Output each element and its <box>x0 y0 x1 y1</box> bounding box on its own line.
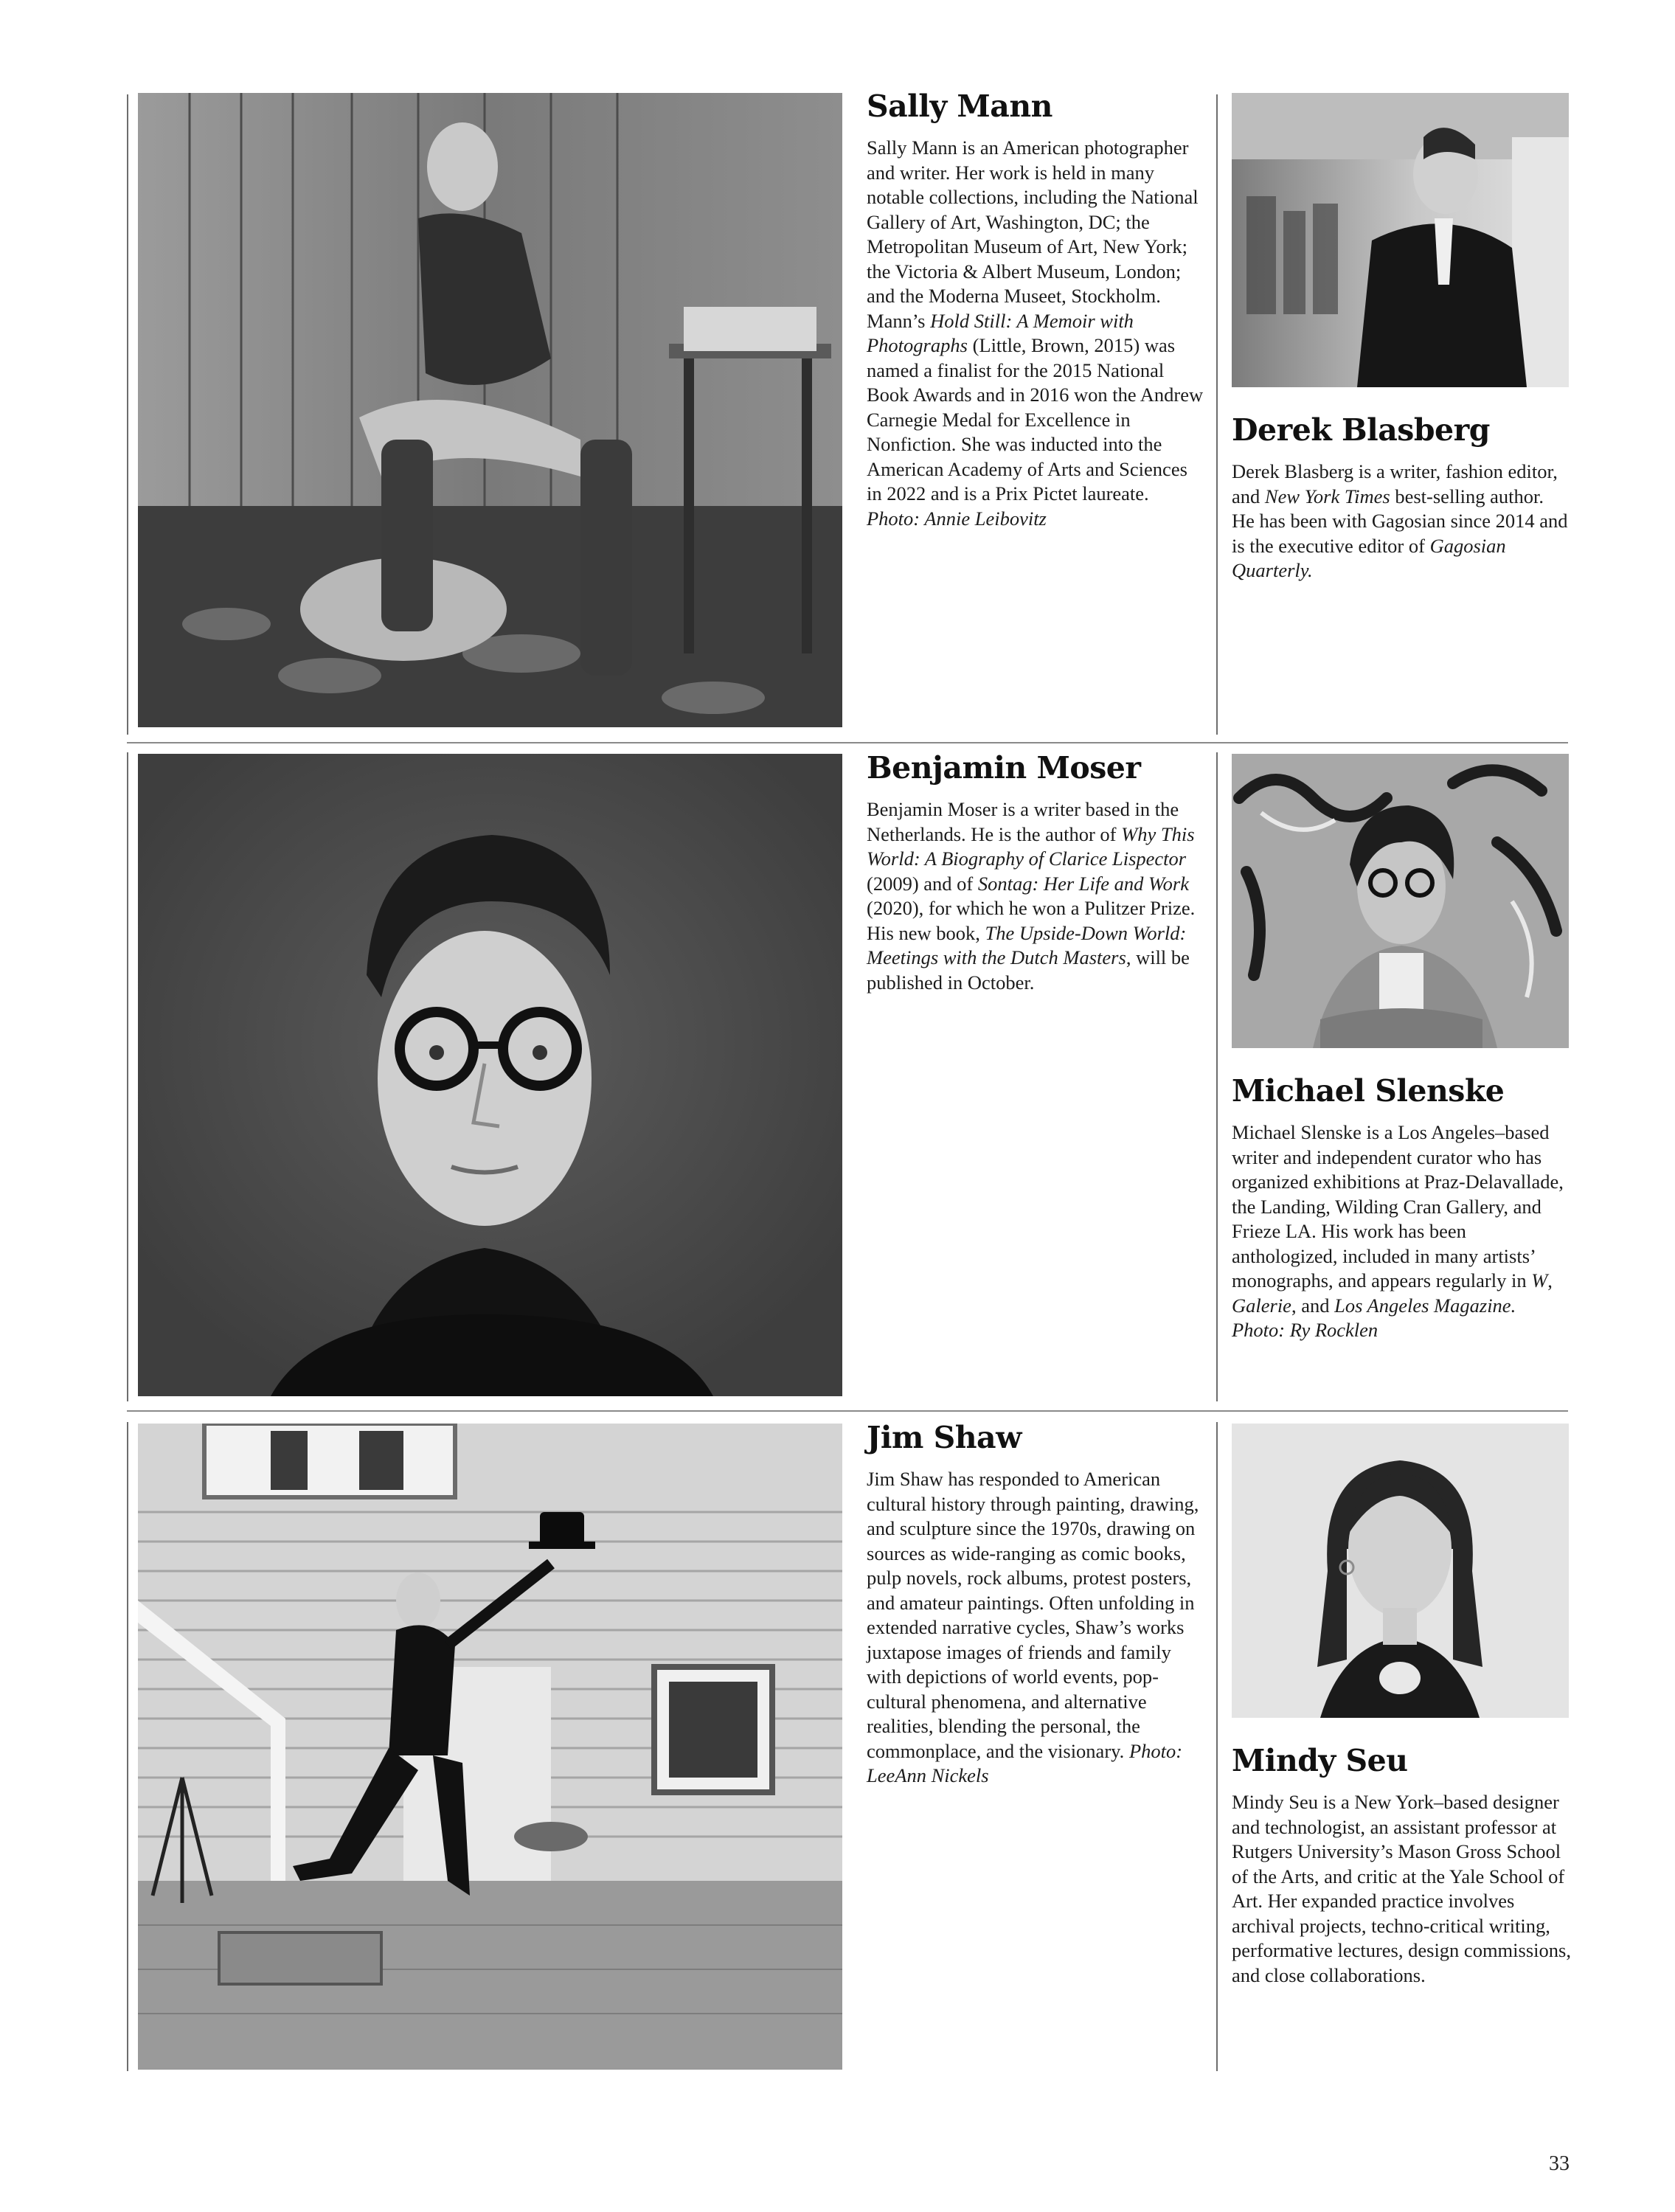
bio-text-run: Michael Slenske is a Los Angeles–based writer and independent curator who has organized exhibitions at Praz-Delavallade, the Landing, Wilding Cran Gallery, and Frieze LA. His work has been anthologized, included in many artists’ monographs, and appears regularly in <box>1232 1121 1564 1292</box>
bio-text <box>1232 1120 1571 1343</box>
bio-derek-blasberg <box>1232 411 1571 583</box>
bio-name: Jim Shaw <box>867 1420 1022 1455</box>
bio-name: Michael Slenske <box>1232 1073 1505 1109</box>
bio-name: Sally Mann <box>867 89 1052 124</box>
bio-italic-run: The Upside-Down World: Meetings with the Dutch Masters <box>867 921 1187 968</box>
bio-text <box>867 136 1206 531</box>
column-rule-left-2 <box>127 752 128 1401</box>
bio-jim-shaw <box>867 1418 1206 1789</box>
bio-text-run: Sally Mann is an American photographer and writer. Her work is held in many notable collections, including the National Gallery of Art, Washington, DC; the Metropolitan Museum of Art, New York; the Victoria & Albert Museum, London; and the Moderna Museet, Stockholm. Mann’s <box>867 136 1199 332</box>
row-divider-1 <box>127 742 1568 743</box>
bio-italic-run: Photo: LeeAnn Nickels <box>867 1739 1183 1786</box>
bio-text-run: best-selling author. He has been with Gagosian since 2014 and is the executive editor of <box>1232 485 1568 557</box>
bio-name: Mindy Seu <box>1232 1743 1408 1778</box>
michael-slenske-portrait <box>1232 754 1569 1048</box>
bio-text <box>867 797 1206 995</box>
bio-text-run: , and <box>1291 1294 1335 1317</box>
bio-text-run: (Little, Brown, 2015) was named a finalist for the 2015 National Book Awards and in 2016 won the Andrew Carnegie Medal for Excellence in Nonfiction. She was inducted into the American Academy of Arts and Sciences in 2022 and is a Prix Pictet laureate. <box>867 334 1204 505</box>
bio-italic-run: Galerie <box>1232 1294 1291 1317</box>
bio-text <box>1232 1790 1578 1988</box>
bio-text <box>867 1467 1206 1789</box>
column-rule-right-3 <box>1216 1422 1218 2071</box>
jim-shaw-portrait <box>138 1424 842 2070</box>
bio-benjamin-moser <box>867 749 1206 995</box>
page-number: 33 <box>1549 2152 1570 2175</box>
bio-italic-run: Los Angeles Magazine. Photo: Ry Rocklen <box>1232 1294 1516 1341</box>
column-rule-right-1 <box>1216 94 1218 735</box>
column-rule-left-3 <box>127 1422 128 2071</box>
bio-text <box>1232 460 1571 583</box>
bio-italic-run: New York Times <box>1264 485 1390 507</box>
column-rule-left-1 <box>127 94 128 735</box>
bio-text-run: , <box>1547 1269 1553 1292</box>
bio-mindy-seu <box>1232 1741 1578 1988</box>
bio-name: Benjamin Moser <box>867 750 1141 786</box>
bio-text-run: Mindy Seu is a New York–based designer and technologist, an assistant professor at Rutgers University’s Mason Gross School of the Arts, and critic at the Yale School of Art. Her expanded practice involves archival projects, techno-critical writing, performative lectures, design commissions, and close collaborations. <box>1232 1791 1571 1986</box>
bio-italic-run: Why This World: A Biography of Clarice Lispector <box>867 822 1195 870</box>
bio-italic-run: Hold Still: A Memoir with Photographs <box>867 309 1134 356</box>
derek-blasberg-portrait <box>1232 93 1569 387</box>
bio-italic-run: Sontag: Her Life and Work <box>977 872 1189 895</box>
bio-sally-mann <box>867 87 1206 531</box>
bio-text-run: (2020), for which he won a Pulitzer Prize. His new book, <box>867 897 1196 944</box>
bio-michael-slenske <box>1232 1072 1571 1343</box>
bio-text-run: Jim Shaw has responded to American cultural history through painting, drawing, and sculpture since the 1970s, drawing on sources as wide-ranging as comic books, pulp novels, rock albums, protest posters, and amateur paintings. Often unfolding in extended narrative cycles, Shaw’s works juxtapose images of friends and family with depictions of world events, pop-cultural phenomena, and alternative realities, blending the personal, the commonplace, and the visionary. <box>867 1468 1199 1762</box>
mindy-seu-portrait <box>1232 1424 1569 1718</box>
bio-text-run: (2009) and of <box>867 872 978 895</box>
benjamin-moser-portrait <box>138 754 842 1396</box>
bio-text-run: , will be published in October. <box>867 946 1190 994</box>
bio-italic-run: Gagosian Quarterly. <box>1232 534 1506 581</box>
bio-text-run: Derek Blasberg is a writer, fashion editor, and <box>1232 460 1558 507</box>
bio-italic-run: Photo: Annie Leibovitz <box>867 507 1047 530</box>
bio-name: Derek Blasberg <box>1232 412 1490 448</box>
row-divider-2 <box>127 1410 1568 1412</box>
bio-text-run: Benjamin Moser is a writer based in the Netherlands. He is the author of <box>867 798 1179 845</box>
bio-italic-run: W <box>1531 1269 1548 1292</box>
sally-mann-portrait <box>138 93 842 727</box>
column-rule-right-2 <box>1216 752 1218 1401</box>
